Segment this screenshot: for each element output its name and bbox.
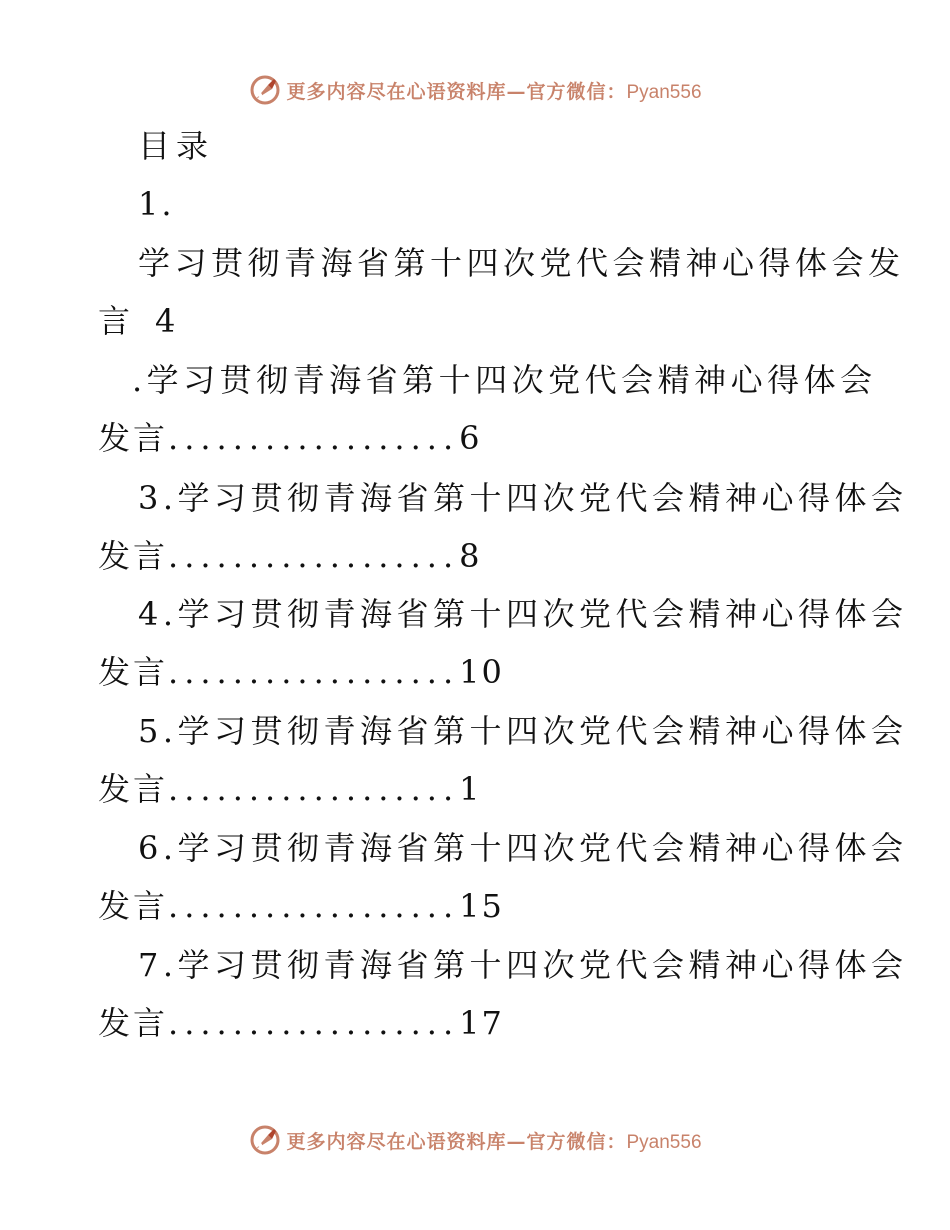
banner-text bbox=[286, 1127, 701, 1154]
toc-item-tail: 发言 bbox=[98, 537, 169, 575]
toc-item-title: 学习贯彻青海省第十四次党代会精神心得体会 bbox=[177, 712, 908, 750]
banner-text-cn: 更多内容尽在心语资料库—官方微信： bbox=[286, 1130, 627, 1153]
pen-nib-logo-icon bbox=[248, 1123, 282, 1157]
toc-item-5-title bbox=[138, 711, 908, 751]
toc-item-6-title bbox=[138, 828, 908, 868]
toc-item-title: 学习贯彻青海省第十四次党代会精神心得体会 bbox=[177, 946, 908, 984]
toc-item-page: 15 bbox=[459, 887, 504, 925]
toc-item-leader: .................. bbox=[168, 770, 460, 808]
banner-text-cn: 更多内容尽在心语资料库—官方微信： bbox=[286, 80, 627, 103]
header-banner bbox=[0, 70, 950, 110]
toc-item-1-page: 4 bbox=[155, 302, 179, 340]
toc-item-5-continuation bbox=[98, 769, 481, 809]
toc-item-7-title bbox=[138, 945, 908, 985]
banner-wechat-id: Pyan556 bbox=[626, 1131, 702, 1153]
toc-item-tail: 发言 bbox=[98, 887, 169, 925]
toc-item-leader: .................. bbox=[168, 419, 460, 457]
toc-item-tail: 发言 bbox=[98, 1004, 169, 1042]
toc-item-page: 10 bbox=[459, 653, 504, 691]
toc-item-leader: .................. bbox=[168, 537, 460, 575]
toc-item-prefix: 4. bbox=[138, 595, 178, 633]
toc-item-prefix: 3. bbox=[138, 479, 178, 517]
toc-item-tail: 发言 bbox=[98, 419, 169, 457]
toc-item-title: 学习贯彻青海省第十四次党代会精神心得体会 bbox=[146, 361, 877, 399]
toc-item-page: 1 bbox=[459, 770, 482, 808]
toc-item-title: 学习贯彻青海省第十四次党代会精神心得体会 bbox=[177, 829, 908, 867]
toc-item-prefix: 7. bbox=[138, 946, 178, 984]
toc-item-tail: 发言 bbox=[98, 653, 169, 691]
toc-item-1-number: 1. bbox=[138, 185, 175, 223]
toc-item-7-continuation bbox=[98, 1003, 504, 1043]
toc-item-1-continuation bbox=[98, 301, 178, 341]
toc-item-title: 学习贯彻青海省第十四次党代会精神心得体会 bbox=[177, 595, 908, 633]
toc-item-leader: .................. bbox=[168, 653, 460, 691]
toc-item-title: 学习贯彻青海省第十四次党代会精神心得体会 bbox=[177, 479, 908, 517]
footer-banner bbox=[0, 1120, 950, 1160]
toc-item-2-title bbox=[132, 360, 877, 400]
toc-item-tail: 发言 bbox=[98, 770, 169, 808]
toc-item-prefix: 6. bbox=[138, 829, 178, 867]
banner-text bbox=[286, 77, 701, 104]
toc-item-prefix: 5. bbox=[138, 712, 178, 750]
toc-item-3-continuation bbox=[98, 536, 481, 576]
toc-item-page: 17 bbox=[459, 1004, 504, 1042]
toc-item-4-continuation bbox=[98, 652, 504, 692]
toc-item-3-title bbox=[138, 478, 908, 518]
toc-item-1-title: 学习贯彻青海省第十四次党代会精神心得体会发 bbox=[138, 244, 905, 282]
toc-item-page: 6 bbox=[459, 419, 482, 457]
toc-item-prefix: . bbox=[132, 361, 147, 399]
pen-nib-logo-icon bbox=[248, 73, 282, 107]
toc-item-leader: .................. bbox=[168, 1004, 460, 1042]
toc-item-1-tail: 言 bbox=[98, 302, 134, 340]
page-title: 目录 bbox=[138, 127, 215, 165]
toc-item-2-continuation bbox=[98, 418, 481, 458]
toc-item-leader: .................. bbox=[168, 887, 460, 925]
toc-item-page: 8 bbox=[459, 537, 482, 575]
banner-wechat-id: Pyan556 bbox=[626, 81, 702, 103]
toc-item-6-continuation bbox=[98, 886, 504, 926]
toc-item-4-title bbox=[138, 594, 908, 634]
